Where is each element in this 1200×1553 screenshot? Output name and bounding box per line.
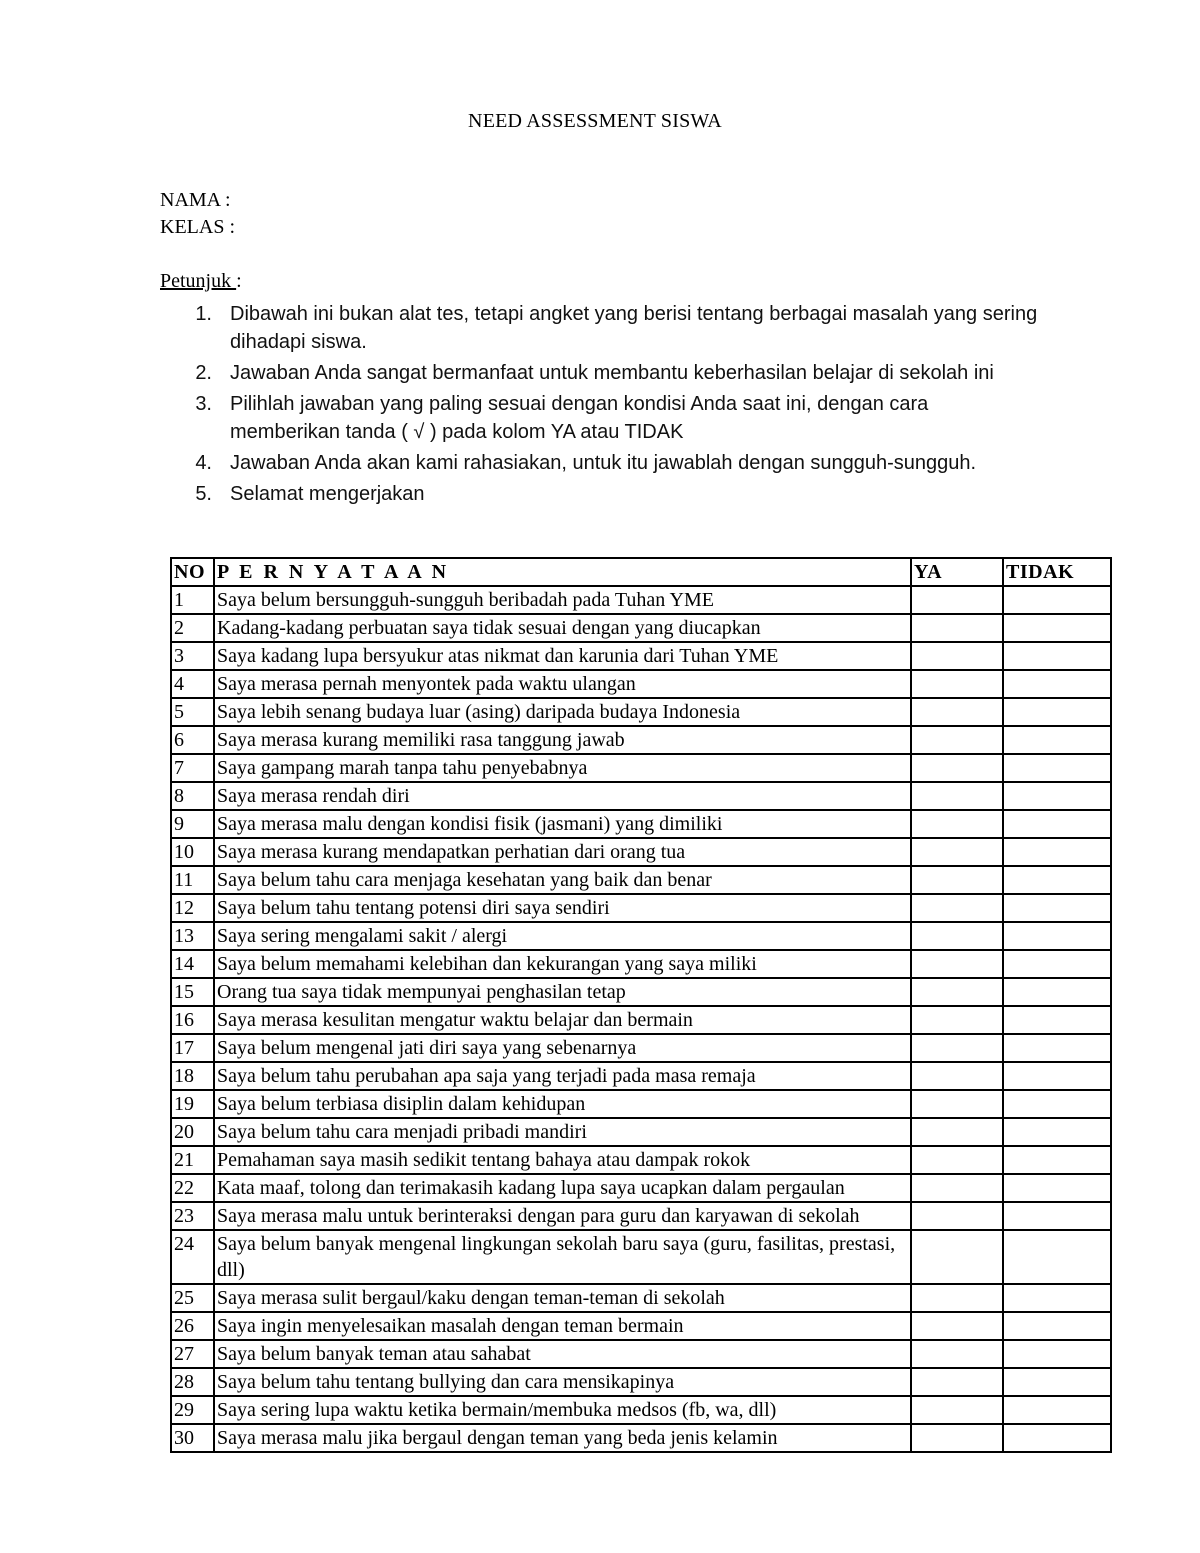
tidak-checkbox-cell[interactable]	[1003, 894, 1111, 922]
ya-checkbox-cell[interactable]	[911, 586, 1003, 614]
row-number: 23	[171, 1202, 214, 1230]
statement-text: Saya merasa sulit bergaul/kaku dengan teman-teman di sekolah	[214, 1284, 911, 1312]
statement-text: Saya kadang lupa bersyukur atas nikmat dan karunia dari Tuhan YME	[214, 642, 911, 670]
row-number: 11	[171, 866, 214, 894]
instruction-number: 4.	[195, 452, 212, 474]
statement-text: Saya ingin menyelesaikan masalah dengan teman bermain	[214, 1312, 911, 1340]
instruction-text: Jawaban Anda akan kami rahasiakan, untuk itu jawablah dengan sungguh-sungguh.	[230, 452, 977, 474]
tidak-checkbox-cell[interactable]	[1003, 1006, 1111, 1034]
instruction-item	[160, 300, 1040, 356]
instruction-number: 2.	[195, 362, 212, 384]
tidak-checkbox-cell[interactable]	[1003, 698, 1111, 726]
petunjuk-heading	[160, 270, 242, 293]
row-number: 26	[171, 1312, 214, 1340]
tidak-checkbox-cell[interactable]	[1003, 1368, 1111, 1396]
ya-checkbox-cell[interactable]	[911, 1368, 1003, 1396]
statement-text: Saya merasa kurang memiliki rasa tanggung jawab	[214, 726, 911, 754]
ya-checkbox-cell[interactable]	[911, 1062, 1003, 1090]
ya-checkbox-cell[interactable]	[911, 614, 1003, 642]
tidak-checkbox-cell[interactable]	[1003, 922, 1111, 950]
tidak-checkbox-cell[interactable]	[1003, 670, 1111, 698]
ya-checkbox-cell[interactable]	[911, 1230, 1003, 1284]
tidak-checkbox-cell[interactable]	[1003, 1230, 1111, 1284]
ya-checkbox-cell[interactable]	[911, 1034, 1003, 1062]
statement-text: Saya belum tahu cara menjadi pribadi mandiri	[214, 1118, 911, 1146]
statement-text: Saya gampang marah tanpa tahu penyebabnya	[214, 754, 911, 782]
tidak-checkbox-cell[interactable]	[1003, 586, 1111, 614]
row-number: 9	[171, 810, 214, 838]
row-number: 10	[171, 838, 214, 866]
ya-checkbox-cell[interactable]	[911, 670, 1003, 698]
instruction-item	[160, 480, 1040, 508]
table-row	[171, 1424, 1111, 1452]
statement-text: Saya merasa kesulitan mengatur waktu belajar dan bermain	[214, 1006, 911, 1034]
ya-checkbox-cell[interactable]	[911, 1118, 1003, 1146]
tidak-checkbox-cell[interactable]	[1003, 1062, 1111, 1090]
ya-checkbox-cell[interactable]	[911, 838, 1003, 866]
tidak-checkbox-cell[interactable]	[1003, 614, 1111, 642]
instruction-item	[160, 359, 1040, 387]
tidak-checkbox-cell[interactable]	[1003, 978, 1111, 1006]
table-row	[171, 1174, 1111, 1202]
ya-checkbox-cell[interactable]	[911, 866, 1003, 894]
tidak-checkbox-cell[interactable]	[1003, 1090, 1111, 1118]
nama-label: NAMA :	[160, 189, 231, 211]
row-number: 25	[171, 1284, 214, 1312]
row-number: 29	[171, 1396, 214, 1424]
table-row	[171, 1312, 1111, 1340]
table-row	[171, 754, 1111, 782]
table-row	[171, 698, 1111, 726]
table-row	[171, 1062, 1111, 1090]
tidak-checkbox-cell[interactable]	[1003, 1340, 1111, 1368]
row-number: 30	[171, 1424, 214, 1452]
ya-checkbox-cell[interactable]	[911, 642, 1003, 670]
statement-text: Saya merasa rendah diri	[214, 782, 911, 810]
table-row	[171, 838, 1111, 866]
tidak-checkbox-cell[interactable]	[1003, 754, 1111, 782]
header-pernyataan: P E R N Y A T A A N	[214, 558, 911, 586]
statement-text: Saya merasa kurang mendapatkan perhatian dari orang tua	[214, 838, 911, 866]
tidak-checkbox-cell[interactable]	[1003, 782, 1111, 810]
table-row	[171, 1340, 1111, 1368]
statement-text: Saya belum tahu perubahan apa saja yang terjadi pada masa remaja	[214, 1062, 911, 1090]
ya-checkbox-cell[interactable]	[911, 1006, 1003, 1034]
table-row	[171, 1396, 1111, 1424]
assessment-table	[170, 557, 1112, 1453]
table-header-row	[171, 558, 1111, 586]
instruction-list	[160, 300, 1040, 511]
table-row	[171, 894, 1111, 922]
statement-text: Orang tua saya tidak mempunyai penghasilan tetap	[214, 978, 911, 1006]
row-number: 8	[171, 782, 214, 810]
ya-checkbox-cell[interactable]	[911, 894, 1003, 922]
table-row	[171, 1230, 1111, 1284]
tidak-checkbox-cell[interactable]	[1003, 1396, 1111, 1424]
ya-checkbox-cell[interactable]	[911, 950, 1003, 978]
table-row	[171, 1090, 1111, 1118]
tidak-checkbox-cell[interactable]	[1003, 1202, 1111, 1230]
row-number: 24	[171, 1230, 214, 1284]
header-no: NO	[171, 558, 214, 586]
table-row	[171, 922, 1111, 950]
instruction-text: Pilihlah jawaban yang paling sesuai dengan kondisi Anda saat ini, dengan cara memberikan tanda ( √ ) pada kolom YA atau TIDAK	[230, 393, 929, 443]
table-row	[171, 670, 1111, 698]
ya-checkbox-cell[interactable]	[911, 1284, 1003, 1312]
row-number: 21	[171, 1146, 214, 1174]
ya-checkbox-cell[interactable]	[911, 782, 1003, 810]
table-row	[171, 614, 1111, 642]
statement-text: Saya belum terbiasa disiplin dalam kehidupan	[214, 1090, 911, 1118]
row-number: 4	[171, 670, 214, 698]
instruction-number: 5.	[195, 483, 212, 505]
statement-text: Pemahaman saya masih sedikit tentang bahaya atau dampak rokok	[214, 1146, 911, 1174]
statement-text: Saya belum tahu cara menjaga kesehatan yang baik dan benar	[214, 866, 911, 894]
table-row	[171, 1146, 1111, 1174]
ya-checkbox-cell[interactable]	[911, 726, 1003, 754]
table-row	[171, 1202, 1111, 1230]
instruction-text: Dibawah ini bukan alat tes, tetapi angket yang berisi tentang berbagai masalah yang sering dihadapi siswa.	[230, 303, 1038, 353]
ya-checkbox-cell[interactable]	[911, 978, 1003, 1006]
table-row	[171, 950, 1111, 978]
row-number: 3	[171, 642, 214, 670]
row-number: 19	[171, 1090, 214, 1118]
row-number: 27	[171, 1340, 214, 1368]
statement-text: Saya belum memahami kelebihan dan kekurangan yang saya miliki	[214, 950, 911, 978]
ya-checkbox-cell[interactable]	[911, 1146, 1003, 1174]
header-tidak: TIDAK	[1003, 558, 1111, 586]
table-row	[171, 810, 1111, 838]
instruction-item	[160, 390, 1040, 446]
statement-text: Saya merasa malu dengan kondisi fisik (jasmani) yang dimiliki	[214, 810, 911, 838]
tidak-checkbox-cell[interactable]	[1003, 838, 1111, 866]
kelas-label: KELAS :	[160, 216, 235, 238]
row-number: 14	[171, 950, 214, 978]
table-row	[171, 866, 1111, 894]
table-row	[171, 978, 1111, 1006]
ya-checkbox-cell[interactable]	[911, 1424, 1003, 1452]
statement-text: Saya lebih senang budaya luar (asing) daripada budaya Indonesia	[214, 698, 911, 726]
table-row	[171, 726, 1111, 754]
table-row	[171, 1034, 1111, 1062]
statement-text: Saya belum banyak mengenal lingkungan sekolah baru saya (guru, fasilitas, prestasi, dll)	[214, 1230, 911, 1284]
row-number: 17	[171, 1034, 214, 1062]
statement-text: Saya belum banyak teman atau sahabat	[214, 1340, 911, 1368]
ya-checkbox-cell[interactable]	[911, 1312, 1003, 1340]
row-number: 5	[171, 698, 214, 726]
ya-checkbox-cell[interactable]	[911, 1340, 1003, 1368]
tidak-checkbox-cell[interactable]	[1003, 1424, 1111, 1452]
table-row	[171, 1284, 1111, 1312]
row-number: 28	[171, 1368, 214, 1396]
table-row	[171, 1006, 1111, 1034]
row-number: 7	[171, 754, 214, 782]
table-row	[171, 586, 1111, 614]
petunjuk-colon: :	[236, 270, 242, 292]
ya-checkbox-cell[interactable]	[911, 810, 1003, 838]
tidak-checkbox-cell[interactable]	[1003, 810, 1111, 838]
ya-checkbox-cell[interactable]	[911, 698, 1003, 726]
table-row	[171, 1118, 1111, 1146]
row-number: 12	[171, 894, 214, 922]
instruction-number: 1.	[195, 303, 212, 325]
row-number: 22	[171, 1174, 214, 1202]
instruction-item	[160, 449, 1040, 477]
header-ya: YA	[911, 558, 1003, 586]
statement-text: Kata maaf, tolong dan terimakasih kadang lupa saya ucapkan dalam pergaulan	[214, 1174, 911, 1202]
table-body	[171, 586, 1111, 1452]
statement-text: Saya sering lupa waktu ketika bermain/membuka medsos (fb, wa, dll)	[214, 1396, 911, 1424]
row-number: 2	[171, 614, 214, 642]
statement-text: Kadang-kadang perbuatan saya tidak sesuai dengan yang diucapkan	[214, 614, 911, 642]
statement-text: Saya belum mengenal jati diri saya yang sebenarnya	[214, 1034, 911, 1062]
instruction-text: Jawaban Anda sangat bermanfaat untuk membantu keberhasilan belajar di sekolah ini	[230, 362, 994, 384]
row-number: 13	[171, 922, 214, 950]
statement-text: Saya merasa pernah menyontek pada waktu ulangan	[214, 670, 911, 698]
row-number: 20	[171, 1118, 214, 1146]
statement-text: Saya merasa malu untuk berinteraksi dengan para guru dan karyawan di sekolah	[214, 1202, 911, 1230]
ya-checkbox-cell[interactable]	[911, 1090, 1003, 1118]
ya-checkbox-cell[interactable]	[911, 922, 1003, 950]
tidak-checkbox-cell[interactable]	[1003, 1312, 1111, 1340]
tidak-checkbox-cell[interactable]	[1003, 1034, 1111, 1062]
statement-text: Saya belum bersungguh-sungguh beribadah pada Tuhan YME	[214, 586, 911, 614]
statement-text: Saya sering mengalami sakit / alergi	[214, 922, 911, 950]
tidak-checkbox-cell[interactable]	[1003, 726, 1111, 754]
table-row	[171, 782, 1111, 810]
tidak-checkbox-cell[interactable]	[1003, 1146, 1111, 1174]
table-row	[171, 1368, 1111, 1396]
tidak-checkbox-cell[interactable]	[1003, 1284, 1111, 1312]
tidak-checkbox-cell[interactable]	[1003, 642, 1111, 670]
statement-text: Saya belum tahu tentang bullying dan cara mensikapinya	[214, 1368, 911, 1396]
ya-checkbox-cell[interactable]	[911, 754, 1003, 782]
page-title: NEED ASSESSMENT SISWA	[468, 110, 722, 132]
row-number: 16	[171, 1006, 214, 1034]
ya-checkbox-cell[interactable]	[911, 1174, 1003, 1202]
tidak-checkbox-cell[interactable]	[1003, 1174, 1111, 1202]
tidak-checkbox-cell[interactable]	[1003, 1118, 1111, 1146]
tidak-checkbox-cell[interactable]	[1003, 950, 1111, 978]
statement-text: Saya merasa malu jika bergaul dengan teman yang beda jenis kelamin	[214, 1424, 911, 1452]
petunjuk-label: Petunjuk	[160, 270, 237, 292]
tidak-checkbox-cell[interactable]	[1003, 866, 1111, 894]
row-number: 18	[171, 1062, 214, 1090]
row-number: 15	[171, 978, 214, 1006]
instruction-text: Selamat mengerjakan	[230, 483, 425, 505]
instruction-number: 3.	[195, 393, 212, 415]
ya-checkbox-cell[interactable]	[911, 1396, 1003, 1424]
statement-text: Saya belum tahu tentang potensi diri saya sendiri	[214, 894, 911, 922]
row-number: 1	[171, 586, 214, 614]
table-row	[171, 642, 1111, 670]
row-number: 6	[171, 726, 214, 754]
ya-checkbox-cell[interactable]	[911, 1202, 1003, 1230]
